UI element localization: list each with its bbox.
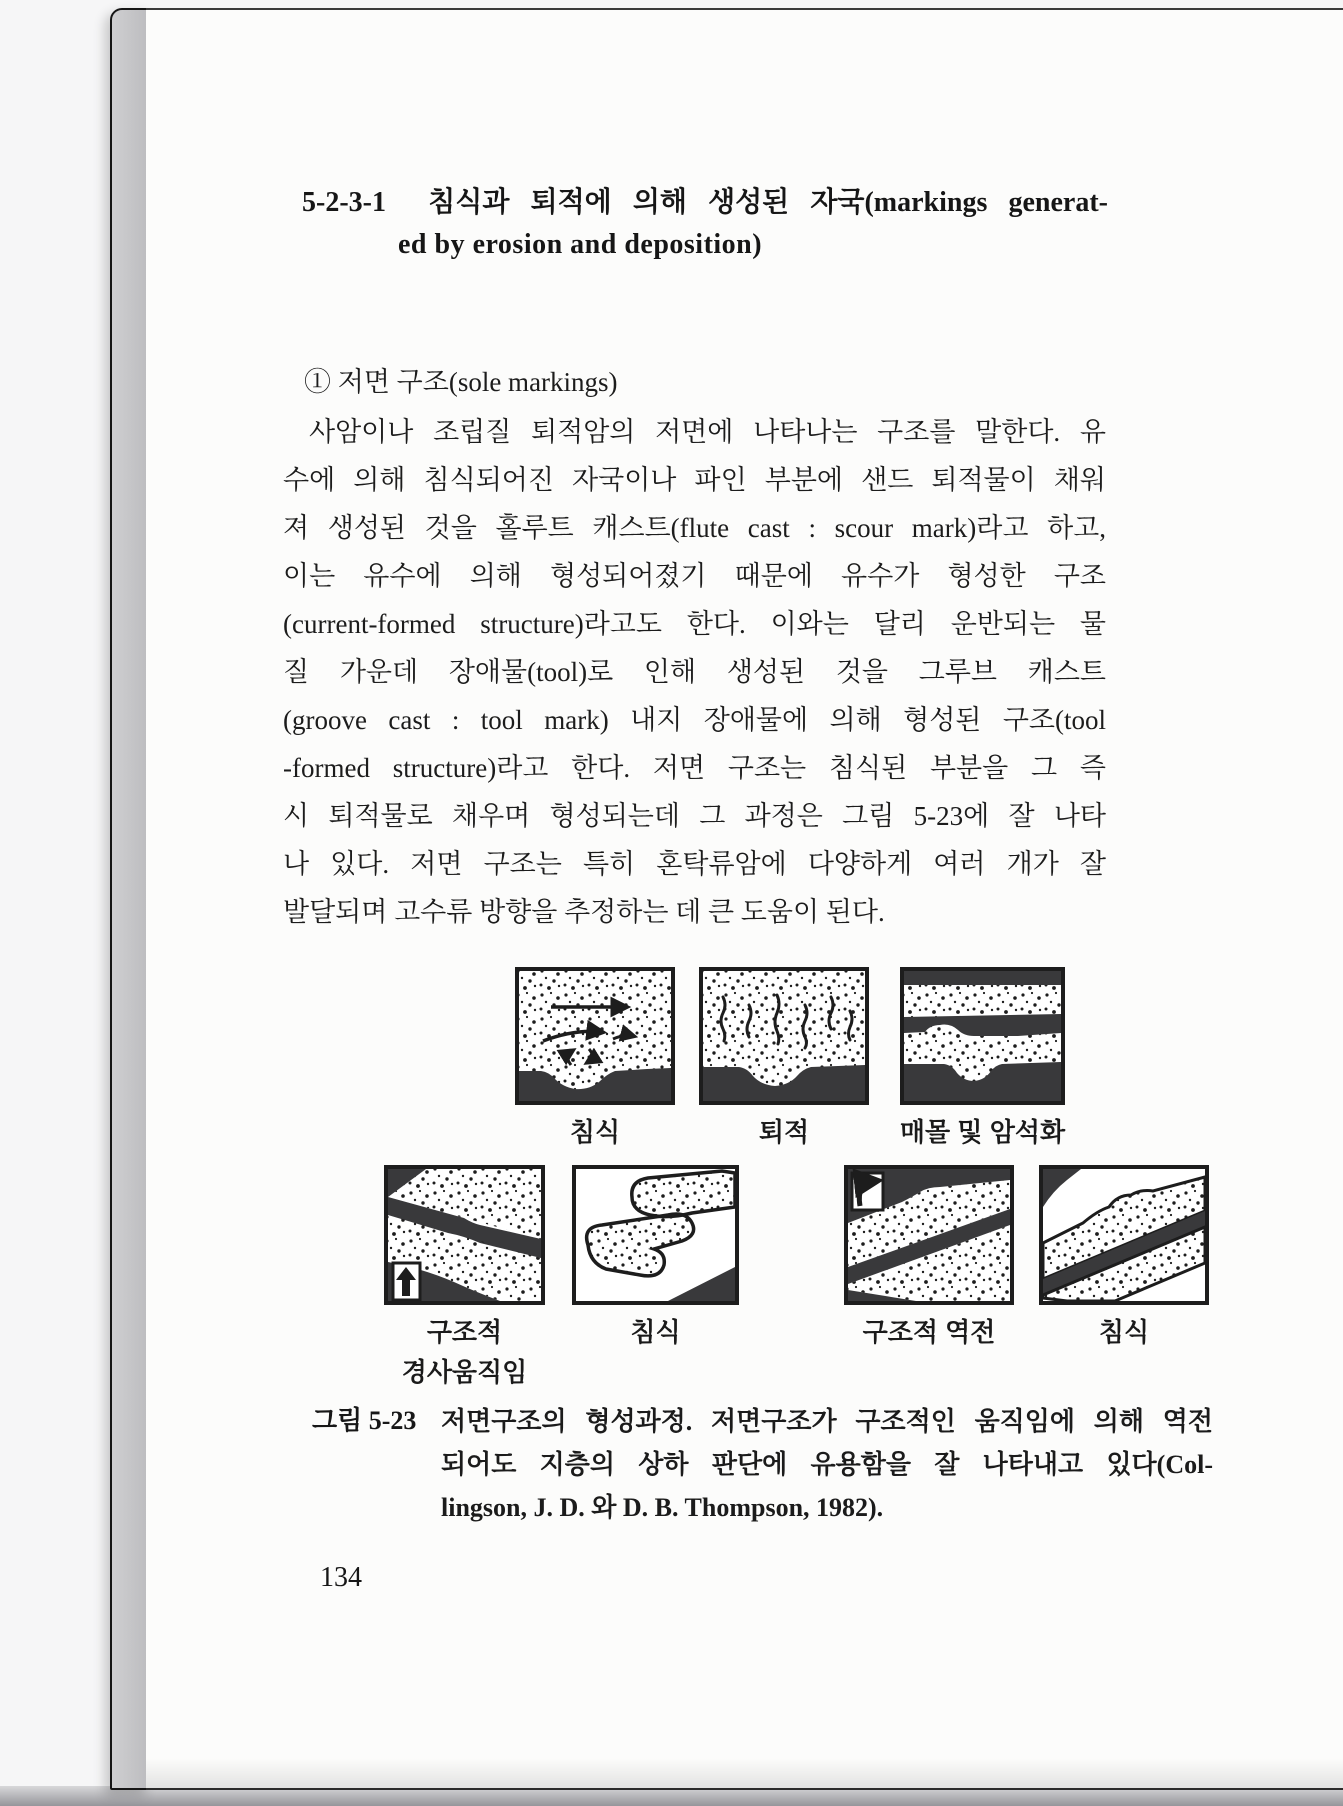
burial-diagram bbox=[900, 967, 1065, 1105]
body-line: 시 퇴적물로 채우며 형성되는데 그 과정은 그림 5-23에 잘 나타 bbox=[283, 801, 1106, 831]
body-line: 사암이나 조립질 퇴적암의 저면에 나타나는 구조를 말한다. 유 bbox=[309, 417, 1106, 447]
tilting-diagram bbox=[384, 1165, 545, 1305]
erosion-diagram bbox=[515, 967, 675, 1105]
figure-panel-burial-lithification bbox=[900, 967, 1065, 1105]
body-line: -formed structure)라고 한다. 저면 구조는 침식된 부분을 그 즉 bbox=[283, 753, 1106, 783]
erosion-remnants-diagram bbox=[572, 1165, 739, 1305]
figure-caption-line-3: lingson, J. D. 와 D. B. Thompson, 1982). bbox=[441, 1493, 884, 1522]
section-heading bbox=[302, 182, 1108, 266]
panel-label-tilting-line-2: 경사움직임 bbox=[401, 1357, 528, 1387]
panel-label-erosion-3: 침식 bbox=[1098, 1317, 1150, 1347]
body-line: 질 가운데 장애물(tool)로 인해 생성된 것을 그루브 캐스트 bbox=[283, 657, 1106, 687]
book-page bbox=[146, 8, 1343, 1790]
body-line: 발달되며 고수류 방향을 추정하는 데 큰 도움이 된다. bbox=[283, 897, 885, 927]
figure-panel-erosion-remnants bbox=[572, 1165, 739, 1305]
body-line: 나 있다. 저면 구조는 특히 혼탁류암에 다양하게 여러 개가 잘 bbox=[283, 849, 1106, 879]
page-number: 134 bbox=[320, 1562, 362, 1593]
section-heading-line-2: ed by erosion and deposition) bbox=[398, 229, 763, 260]
body-line: (current-formed structure)라고도 한다. 이와는 달리 운반되는 물 bbox=[283, 609, 1106, 639]
body-line: 이는 유수에 의해 형성되어졌기 때문에 유수가 형성한 구조 bbox=[283, 561, 1106, 591]
inversion-diagram bbox=[844, 1165, 1014, 1305]
figure-caption-line-1: 저면구조의 형성과정. 저면구조가 구조적인 움직임에 의해 역전 bbox=[441, 1407, 1213, 1436]
panel-label-inversion: 구조적 역전 bbox=[862, 1317, 996, 1347]
figure-panel-tectonic-tilting bbox=[384, 1165, 545, 1305]
panel-label-tilting-line-1: 구조적 bbox=[426, 1317, 503, 1347]
figure-caption-line-2: 되어도 지층의 상하 판단에 유용함을 잘 나타내고 있다(Col- bbox=[441, 1450, 1213, 1479]
body-line: 수에 의해 침식되어진 자국이나 파인 부분에 샌드 퇴적물이 채워 bbox=[283, 465, 1106, 495]
body-paragraph bbox=[283, 408, 1106, 936]
panel-label-erosion-2: 침식 bbox=[630, 1317, 681, 1347]
figure-caption bbox=[441, 1400, 1213, 1529]
figure-panel-erosion bbox=[515, 967, 675, 1105]
panel-label-burial: 매몰 및 암석화 bbox=[899, 1117, 1066, 1147]
figure-panel-tectonic-inversion bbox=[844, 1165, 1014, 1305]
section-heading-line-1: 5-2-3-1 침식과 퇴적에 의해 생성된 자국(markings generat- bbox=[302, 187, 1108, 218]
erosion-after-inversion-diagram bbox=[1039, 1165, 1209, 1305]
panel-label-deposition: 퇴적 bbox=[758, 1117, 810, 1147]
subsection-heading: ① 저면 구조(sole markings) bbox=[304, 367, 618, 397]
body-line: (groove cast : tool mark) 내지 장애물에 의해 형성된 구조(tool bbox=[283, 705, 1106, 735]
body-line: 져 생성된 것을 홀루트 캐스트(flute cast : scour mark)라고 하고, bbox=[283, 513, 1106, 543]
book-page-stack-edge bbox=[110, 8, 150, 1790]
figure-panel-deposition bbox=[699, 967, 869, 1105]
panel-label-erosion-1: 침식 bbox=[569, 1117, 621, 1147]
deposition-diagram bbox=[699, 967, 869, 1105]
figure-panel-erosion-2 bbox=[1039, 1165, 1209, 1305]
figure-caption-tag: 그림 5-23 bbox=[312, 1406, 417, 1435]
